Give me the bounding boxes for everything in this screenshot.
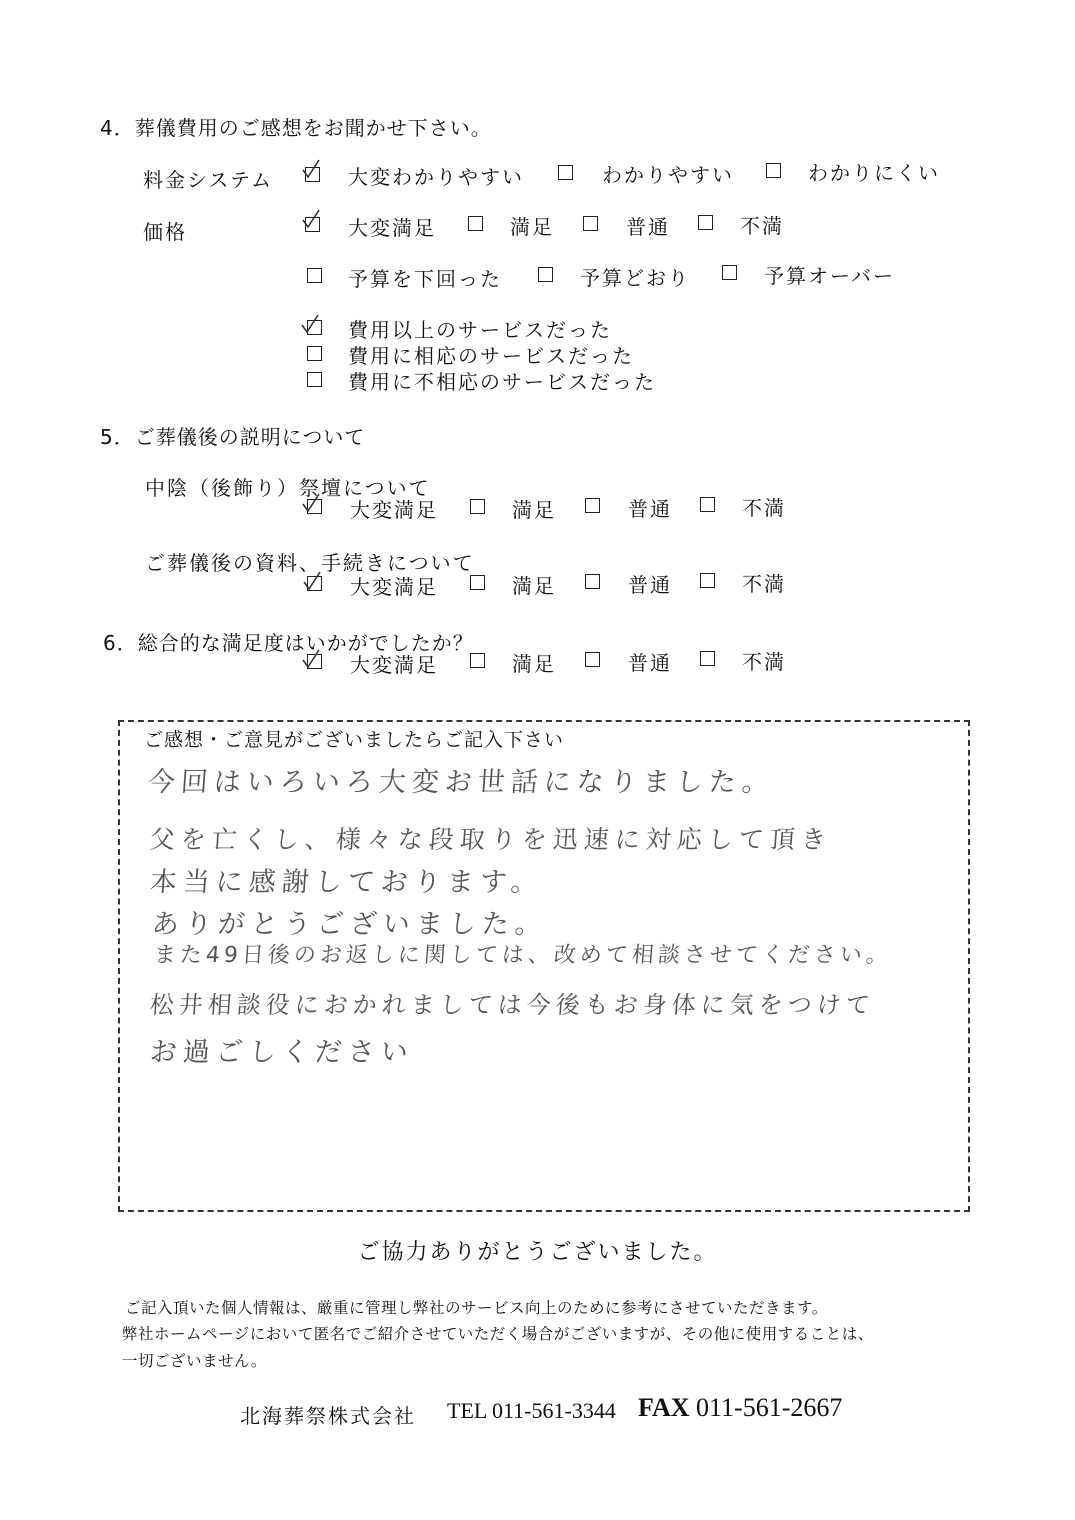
checkbox-icon[interactable] (583, 216, 598, 231)
option-label: 費用に不相応のサービスだった (348, 370, 656, 394)
option-label: 大変満足 (350, 575, 438, 599)
checkbox-icon[interactable] (470, 653, 485, 668)
checkbox-icon[interactable] (307, 268, 322, 283)
question-5-title: 5．ご葬儀後の説明について (100, 425, 366, 449)
price-label: 価格 (143, 220, 187, 244)
checkbox-icon[interactable] (700, 573, 715, 588)
documents-label: ご葬儀後の資料、手続きについて (145, 551, 475, 575)
fax-digits: 011-561-2667 (696, 1393, 843, 1422)
option-label: 普通 (628, 497, 672, 521)
option-label: わかりにくい (808, 161, 940, 185)
checkbox-icon[interactable] (470, 575, 485, 590)
altar-label: 中陰（後飾り）祭壇について (145, 476, 431, 500)
checkbox-icon[interactable] (538, 267, 553, 282)
checkmark-icon (301, 570, 323, 592)
privacy-notice-line: 一切ございません。 (122, 1352, 267, 1370)
option-label: 不満 (740, 214, 784, 238)
question-4-title: 4．葬儀費用のご感想をお聞かせ下さい。 (100, 116, 492, 140)
comment-line: また49日後のお返しに関しては、改めて相談させてください。 (152, 943, 893, 968)
option-label: 大変わかりやすい (348, 165, 524, 189)
checkbox-icon[interactable] (766, 163, 781, 178)
comment-line: ありがとうございました。 (150, 909, 549, 940)
checkbox-icon[interactable] (585, 652, 600, 667)
option-label: 満足 (512, 498, 556, 522)
option-label: 不満 (742, 496, 786, 520)
checkmark-icon (300, 492, 322, 514)
option-label: 普通 (628, 651, 672, 675)
option-label: 満足 (510, 215, 554, 239)
checkbox-icon[interactable] (722, 265, 737, 280)
option-label: 予算どおり (580, 266, 690, 290)
fax-label: FAX (638, 1393, 690, 1422)
option-label: 予算オーバー (764, 264, 895, 288)
comment-line: 松井相談役におかれましては今後もお身体に気をつけて (148, 991, 876, 1019)
option-label: 大変満足 (348, 216, 436, 240)
option-label: 大変満足 (350, 653, 438, 677)
question-6-title: 6．総合的な満足度はいかがでしたか？ (103, 631, 474, 655)
comment-line: 父を亡くし、様々な段取りを迅速に対応して頂き (148, 825, 833, 854)
telephone-number: TEL 011-561-3344 (447, 1398, 616, 1423)
privacy-notice-line: 弊社ホームページにおいて匿名でご紹介させていただく場合がございますが、その他に使用することは、 (122, 1325, 874, 1343)
checkmark-icon (300, 208, 322, 230)
comment-line: 今回はいろいろ大変お世話になりました。 (146, 767, 776, 798)
privacy-notice-line: ご記入頂いた個人情報は、厳重に管理し弊社のサービス向上のために参考にさせていただきます。 (125, 1299, 828, 1317)
fax-number (638, 1393, 842, 1423)
option-label: 満足 (512, 574, 556, 598)
option-label: 満足 (512, 652, 556, 676)
checkbox-icon[interactable] (307, 372, 322, 387)
option-label: 普通 (626, 215, 670, 239)
option-label: わかりやすい (602, 163, 734, 187)
option-label: 予算を下回った (348, 267, 502, 291)
checkbox-icon[interactable] (698, 215, 713, 230)
option-label: 普通 (628, 573, 672, 597)
checkbox-icon[interactable] (585, 498, 600, 513)
option-label: 費用に相応のサービスだった (348, 344, 634, 368)
checkbox-icon[interactable] (585, 574, 600, 589)
checkbox-icon[interactable] (700, 497, 715, 512)
company-name: 北海葬祭株式会社 (240, 1404, 416, 1428)
checkbox-icon[interactable] (307, 346, 322, 361)
checkbox-icon[interactable] (470, 499, 485, 514)
fee-system-label: 料金システム (143, 168, 273, 192)
thanks-message: ご協力ありがとうございました。 (357, 1240, 718, 1265)
checkbox-icon[interactable] (558, 165, 573, 180)
option-label: 不満 (742, 572, 786, 596)
checkbox-icon[interactable] (468, 216, 483, 231)
comment-line: 本当に感謝しております。 (148, 867, 545, 898)
checkmark-icon (299, 313, 321, 335)
checkbox-icon[interactable] (700, 651, 715, 666)
option-label: 費用以上のサービスだった (348, 318, 612, 342)
checkmark-icon (300, 158, 322, 180)
checkmark-icon (300, 648, 322, 670)
comment-label: ご感想・ご意見がございましたらご記入下さい (140, 725, 568, 752)
option-label: 不満 (742, 650, 786, 674)
comment-line: お過ごしください (148, 1037, 415, 1068)
option-label: 大変満足 (350, 498, 438, 522)
